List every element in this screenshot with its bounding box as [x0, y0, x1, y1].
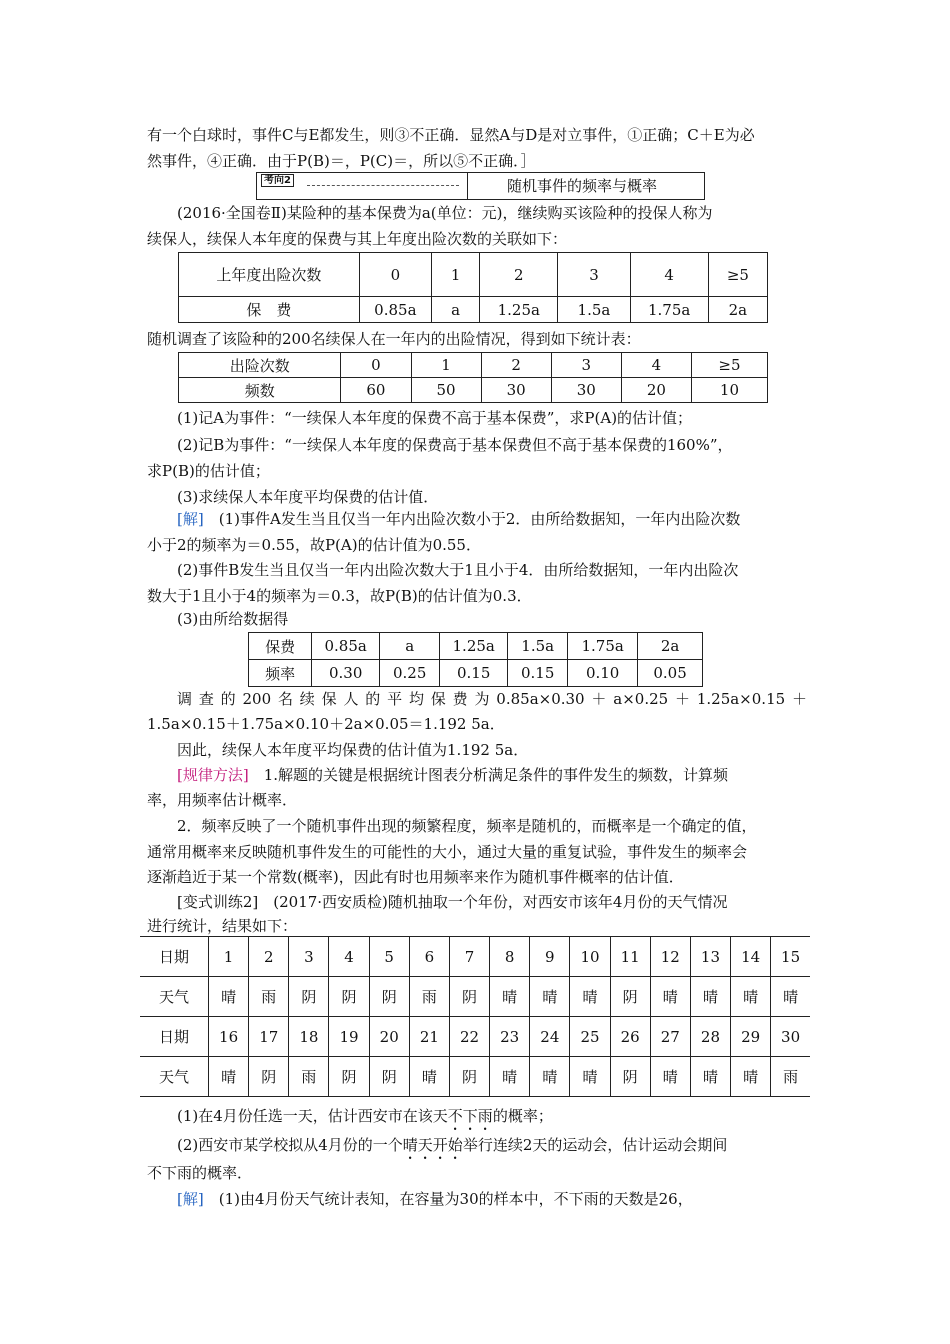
weather-date-cell: 27 — [650, 1017, 690, 1057]
weather-condition-cell: 雨 — [771, 1057, 810, 1097]
exercise-text-1: (2017·西安质检)随机抽取一个年份，对西安市该年4月份的天气情况 — [273, 893, 728, 911]
frequency-table-cell: 60 — [341, 378, 411, 403]
weather-date-cell: 25 — [570, 1017, 610, 1057]
calculation-line-2: 1.5a×0.15＋1.75a×0.10＋2a×0.05＝1.192 5a． — [147, 715, 505, 733]
weather-condition-cell: 雨 — [249, 977, 289, 1017]
premium-table-cell: a — [432, 297, 480, 323]
premium-frequency-cell: 1.25a — [440, 633, 508, 660]
solution-2-line-1: (2)事件B发生当且仅当一年内出险次数大于1且小于4．由所给数据知，一年内出险次 — [177, 561, 739, 579]
weather-date-cell: 13 — [690, 937, 730, 977]
intro-line-1: 有一个白球时，事件C与E都发生，则③不正确．显然A与D是对立事件，①正确；C＋E为必 — [147, 126, 755, 144]
question-2-line-1: (2)记B为事件：“一续保人本年度的保费高于基本保费但不高于基本保费的160%”， — [177, 436, 733, 454]
solution-1-line-1 — [147, 506, 807, 532]
frequency-table-cell: 1 — [411, 353, 481, 378]
premium-frequency-cell: 0.10 — [568, 660, 638, 687]
premium-frequency-cell: 0.15 — [440, 660, 508, 687]
weather-condition-cell: 阴 — [249, 1057, 289, 1097]
weather-dates-row-2 — [140, 1017, 810, 1057]
weather-date-cell: 22 — [449, 1017, 489, 1057]
frequency-table — [178, 352, 768, 403]
weather-date-cell: 9 — [530, 937, 570, 977]
weather-date-cell: 16 — [209, 1017, 249, 1057]
premium-table-cell: 4 — [630, 253, 708, 297]
method-text-1: 1.解题的关键是根据统计图表分析满足条件的事件发生的频数，计算频 — [263, 766, 729, 784]
weather-date-cell: 5 — [369, 937, 409, 977]
exercise-q2-pre: (2)西安市某学校拟从4月份的一个 — [177, 1136, 403, 1154]
frequency-table-cell: 10 — [691, 378, 767, 403]
weather-condition-cell: 雨 — [409, 977, 449, 1017]
weather-condition-cell: 晴 — [490, 1057, 530, 1097]
frequency-table-cell: 4 — [621, 353, 691, 378]
premium-table — [178, 252, 768, 323]
weather-condition-cell: 晴 — [530, 1057, 570, 1097]
weather-condition-cell: 晴 — [490, 977, 530, 1017]
problem-text-1: 某险种的基本保费为a(单位：元)，继续购买该险种的投保人称为 — [286, 204, 713, 222]
frequency-table-cell: 30 — [551, 378, 621, 403]
frequency-table-cell: 50 — [411, 378, 481, 403]
weather-date-cell: 6 — [409, 937, 449, 977]
premium-frequency-cell: 0.85a — [312, 633, 380, 660]
weather-date-cell: 18 — [289, 1017, 329, 1057]
solution-label: [解] — [177, 510, 204, 528]
premium-table-cell: 3 — [558, 253, 630, 297]
premium-table-cell: 1 — [432, 253, 480, 297]
weather-condition-cell: 晴 — [409, 1057, 449, 1097]
solution-2-line-2: 数大于1且小于4的频率为＝0.3，故P(B)的估计值为0.3． — [147, 587, 532, 605]
weather-date-cell: 2 — [249, 937, 289, 977]
premium-frequency-cell: 保费 — [249, 633, 312, 660]
exercise-q1-post: 的概率； — [492, 1107, 553, 1125]
premium-frequency-cell: 1.75a — [568, 633, 638, 660]
weather-date-cell: 21 — [409, 1017, 449, 1057]
solution-1-text: (1)事件A发生当且仅当一年内出险次数小于2．由所给数据知，一年内出险次数 — [218, 510, 741, 528]
exercise-q1-pre: (1)在4月份任选一天，估计西安市在该天 — [177, 1107, 448, 1125]
weather-condition-cell: 阴 — [369, 1057, 409, 1097]
question-2-line-2: 求P(B)的估计值； — [147, 462, 270, 480]
method-line-2: 率，用频率估计概率． — [147, 791, 298, 809]
premium-table-value-row — [179, 297, 768, 323]
method-line-4: 通常用概率来反映随机事件发生的可能性的大小，通过大量的重复试验，事件发生的频率会 — [147, 843, 748, 861]
exercise-solution-text: (1)由4月份天气统计表知，在容量为30的样本中，不下雨的天数是26， — [218, 1190, 693, 1208]
weather-conditions-row-1 — [140, 977, 810, 1017]
weather-condition-cell: 阴 — [369, 977, 409, 1017]
problem-source: (2016·全国卷Ⅱ) — [177, 204, 287, 222]
frequency-table-cell: 出险次数 — [179, 353, 341, 378]
weather-condition-cell: 阴 — [610, 1057, 650, 1097]
weather-date-cell: 12 — [650, 937, 690, 977]
weather-date-cell: 15 — [771, 937, 810, 977]
premium-table-cell: 上年度出险次数 — [179, 253, 360, 297]
weather-condition-cell: 晴 — [731, 977, 771, 1017]
exercise-label: [变式训练2] — [177, 893, 259, 911]
question-1: (1)记A为事件：“一续保人本年度的保费不高于基本保费”，求P(A)的估计值； — [177, 409, 693, 427]
section-dash-divider — [307, 185, 459, 186]
premium-table-cell: 0.85a — [359, 297, 431, 323]
section-tag: 考向2 — [261, 174, 294, 187]
weather-condition-cell: 阴 — [329, 977, 369, 1017]
frequency-table-cell: ≥5 — [691, 353, 767, 378]
question-3: (3)求续保人本年度平均保费的估计值． — [177, 488, 439, 506]
section-tag-cell — [257, 173, 468, 199]
weather-date-cell: 20 — [369, 1017, 409, 1057]
premium-table-cell: 1.75a — [630, 297, 708, 323]
premium-frequency-row-2 — [249, 660, 703, 687]
weather-date-cell: 1 — [209, 937, 249, 977]
problem-line-2: 续保人，续保人本年度的保费与其上年度出险次数的关联如下： — [147, 230, 568, 248]
weather-condition-cell: 阴 — [449, 1057, 489, 1097]
weather-condition-cell: 晴 — [771, 977, 810, 1017]
frequency-table-cell: 2 — [481, 353, 551, 378]
section-heading — [256, 172, 705, 200]
weather-date-cell: 19 — [329, 1017, 369, 1057]
weather-dates-row-1 — [140, 937, 810, 977]
weather-condition-cell-label: 天气 — [140, 977, 209, 1017]
weather-date-cell: 17 — [249, 1017, 289, 1057]
exercise-q1-emphasis: 不下雨 — [447, 1107, 493, 1125]
weather-condition-cell: 晴 — [690, 977, 730, 1017]
frequency-table-cell: 30 — [481, 378, 551, 403]
frequency-table-cell: 频数 — [179, 378, 341, 403]
weather-date-cell: 8 — [490, 937, 530, 977]
solution-3-intro: (3)由所给数据得 — [177, 610, 289, 628]
weather-condition-cell: 晴 — [530, 977, 570, 1017]
solution-1-line-2: 小于2的频率为＝0.55，故P(A)的估计值为0.55． — [147, 536, 481, 554]
frequency-table-value-row — [179, 378, 768, 403]
exercise-line-2: 进行统计，结果如下： — [147, 917, 298, 935]
exercise-question-2-line-1 — [147, 1132, 807, 1163]
weather-date-cell: 28 — [690, 1017, 730, 1057]
premium-table-cell: 1.5a — [558, 297, 630, 323]
exercise-question-2-line-2: 不下雨的概率． — [147, 1164, 253, 1182]
frequency-table-cell: 20 — [621, 378, 691, 403]
method-line-5: 逐渐趋近于某一个常数(概率)，因此有时也用频率来作为随机事件概率的估计值． — [147, 868, 684, 886]
weather-date-cell: 10 — [570, 937, 610, 977]
weather-date-cell: 24 — [530, 1017, 570, 1057]
premium-table-cell: 0 — [359, 253, 431, 297]
weather-date-cell: 4 — [329, 937, 369, 977]
premium-table-cell: 2 — [480, 253, 558, 297]
weather-condition-cell: 晴 — [570, 1057, 610, 1097]
weather-date-cell: 29 — [731, 1017, 771, 1057]
weather-date-cell-label: 日期 — [140, 1017, 209, 1057]
premium-table-header-row — [179, 253, 768, 297]
weather-date-cell: 7 — [449, 937, 489, 977]
weather-condition-cell: 晴 — [650, 1057, 690, 1097]
method-line-1 — [147, 762, 807, 788]
premium-frequency-cell: 1.5a — [508, 633, 568, 660]
weather-condition-cell: 阴 — [329, 1057, 369, 1097]
exercise-line-1 — [147, 889, 807, 915]
weather-condition-cell: 阴 — [610, 977, 650, 1017]
exercise-solution-label: [解] — [177, 1190, 204, 1208]
premium-table-cell: 2a — [708, 297, 767, 323]
weather-condition-cell: 晴 — [650, 977, 690, 1017]
frequency-table-cell: 3 — [551, 353, 621, 378]
weather-table — [140, 936, 810, 1097]
method-line-3: 2．频率反映了一个随机事件出现的频繁程度，频率是随机的，而概率是一个确定的值， — [177, 817, 757, 835]
section-title: 随机事件的频率与概率 — [507, 177, 658, 195]
weather-condition-cell: 晴 — [690, 1057, 730, 1097]
weather-condition-cell: 雨 — [289, 1057, 329, 1097]
weather-condition-cell: 晴 — [570, 977, 610, 1017]
premium-frequency-cell: 0.25 — [380, 660, 440, 687]
premium-frequency-cell: 2a — [638, 633, 703, 660]
weather-date-cell-label: 日期 — [140, 937, 209, 977]
problem-line-1 — [147, 200, 807, 226]
weather-condition-cell: 晴 — [209, 1057, 249, 1097]
premium-frequency-cell: 0.30 — [312, 660, 380, 687]
weather-conditions-row-2 — [140, 1057, 810, 1097]
exercise-solution-line-1 — [147, 1186, 807, 1212]
premium-table-cell: 保 费 — [179, 297, 360, 323]
premium-frequency-cell: 0.05 — [638, 660, 703, 687]
weather-condition-cell: 阴 — [449, 977, 489, 1017]
conclusion: 因此，续保人本年度平均保费的估计值为1.192 5a． — [177, 741, 529, 759]
weather-date-cell: 26 — [610, 1017, 650, 1057]
frequency-table-cell: 0 — [341, 353, 411, 378]
survey-line: 随机调查了该险种的200名续保人在一年内的出险情况，得到如下统计表： — [147, 330, 641, 348]
premium-frequency-cell: 0.15 — [508, 660, 568, 687]
premium-table-cell: ≥5 — [708, 253, 767, 297]
exercise-question-1 — [147, 1103, 807, 1134]
intro-line-2: 然事件，④正确．由于P(B)＝，P(C)＝，所以⑤不正确．］ — [147, 152, 536, 170]
weather-date-cell: 14 — [731, 937, 771, 977]
weather-condition-cell: 晴 — [731, 1057, 771, 1097]
premium-frequency-cell: 频率 — [249, 660, 312, 687]
premium-frequency-cell: a — [380, 633, 440, 660]
premium-table-cell: 1.25a — [480, 297, 558, 323]
weather-date-cell: 30 — [771, 1017, 810, 1057]
weather-date-cell: 23 — [490, 1017, 530, 1057]
weather-condition-cell: 晴 — [209, 977, 249, 1017]
weather-condition-cell: 阴 — [289, 977, 329, 1017]
method-label: [规律方法] — [177, 766, 249, 784]
weather-condition-cell-label: 天气 — [140, 1057, 209, 1097]
calculation-line-1: 调查的200名续保人的平均保费为0.85a×0.30＋a×0.25＋1.25a×0.15＋ — [177, 690, 807, 708]
weather-date-cell: 11 — [610, 937, 650, 977]
exercise-q2-emphasis: 晴天开始 — [402, 1136, 463, 1154]
premium-frequency-row-1 — [249, 633, 703, 660]
weather-date-cell: 3 — [289, 937, 329, 977]
premium-frequency-table — [248, 632, 703, 687]
frequency-table-header-row — [179, 353, 768, 378]
exercise-q2-post: 举行连续2天的运动会，估计运动会期间 — [462, 1136, 728, 1154]
